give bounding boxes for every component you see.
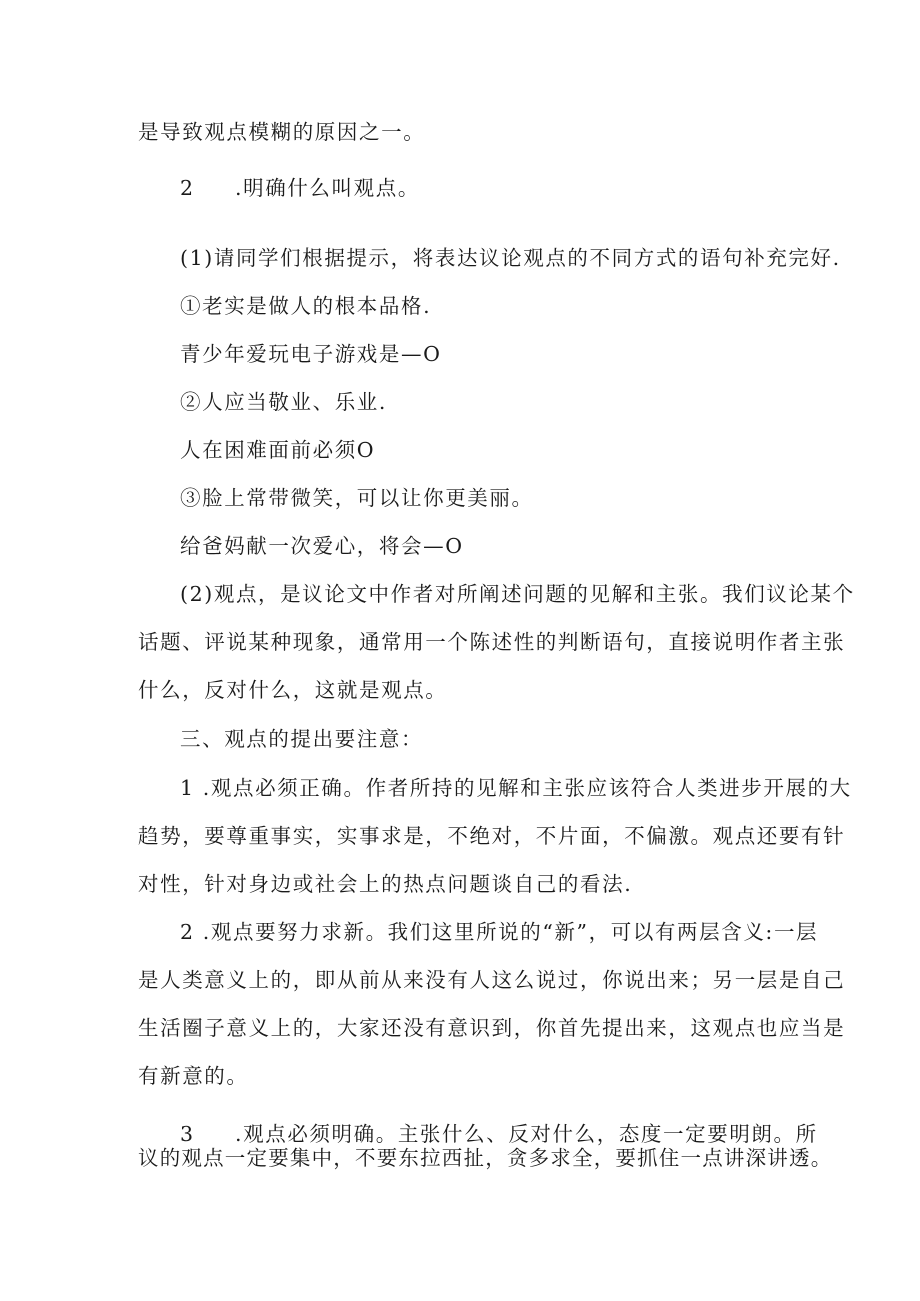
point-1-line-1: 1 .观点必须正确。作者所持的见解和主张应该符合人类进步开展的大 bbox=[180, 776, 852, 800]
section-2-title: .明确什么叫观点。 bbox=[235, 176, 420, 200]
example-3-statement: ③脸上常带微笑，可以让你更美丽。 bbox=[180, 486, 534, 510]
section-3-heading: 三、观点的提出要注意： bbox=[180, 727, 424, 751]
point-2-line-3: 生活圈子意义上的，大家还没有意识到，你首先提出来，这观点也应当是 bbox=[138, 1016, 846, 1040]
point-2-line-1: 2 .观点要努力求新。我们这里所说的“新”，可以有两层含义:一层 bbox=[180, 920, 819, 944]
example-1-statement: ①老实是做人的根本品格. bbox=[180, 294, 432, 318]
section-2-number: 2 bbox=[180, 176, 195, 200]
point-3-number: 3 bbox=[180, 1122, 195, 1146]
example-3-blank: 给爸妈献一次爱心，将会—O bbox=[180, 534, 464, 558]
point-3-text: .观点必须明确。主张什么、反对什么，态度一定要明朗。所 bbox=[235, 1122, 818, 1146]
point-1-line-2: 趋势，要尊重事实，实事求是，不绝对，不片面，不偏激。观点还要有针 bbox=[138, 824, 846, 848]
example-2-blank: 人在困难面前必须O bbox=[180, 438, 376, 462]
point-2-line-4: 有新意的。 bbox=[138, 1064, 249, 1088]
item-2-line-3: 什么，反对什么，这就是观点。 bbox=[138, 678, 448, 702]
point-1-line-3: 对性，针对身边或社会上的热点问题谈自己的看法. bbox=[138, 872, 633, 896]
point-2-line-2: 是人类意义上的，即从前从来没有人这么说过，你说出来；另一层是自己 bbox=[138, 968, 846, 992]
point-3-line-2: 议的观点一定要集中，不要东拉西扯，贪多求全，要抓住一点讲深讲透。 bbox=[138, 1146, 833, 1170]
continuation-text: 是导致观点模糊的原因之一。 bbox=[138, 120, 426, 144]
example-2-statement: ②人应当敬业、乐业. bbox=[180, 390, 388, 414]
example-1-blank: 青少年爱玩电子游戏是—O bbox=[180, 342, 442, 366]
item-2-line-1: (2)观点，是议论文中作者对所阐述问题的见解和主张。我们议论某个 bbox=[180, 582, 855, 606]
item-2-line-2: 话题、评说某种现象，通常用一个陈述性的判断语句，直接说明作者主张 bbox=[138, 630, 846, 654]
section-2-heading bbox=[180, 174, 420, 202]
item-1-intro: (1)请同学们根据提示，将表达议论观点的不同方式的语句补充完好. bbox=[180, 246, 841, 270]
